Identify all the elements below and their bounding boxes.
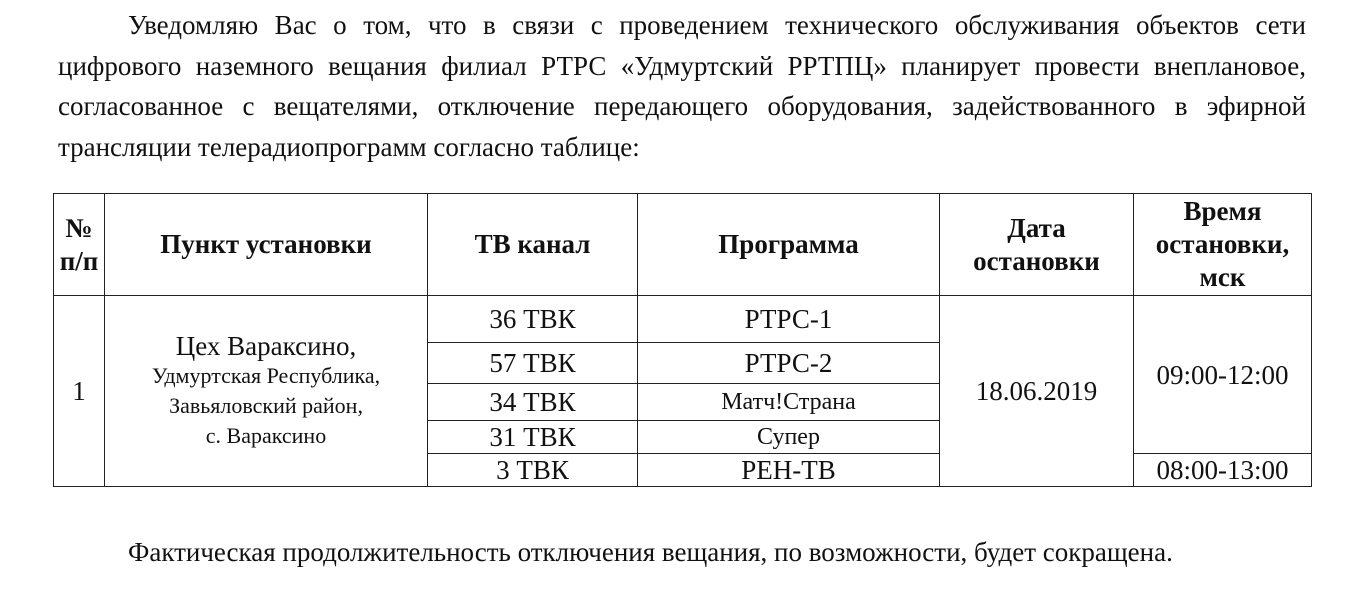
program-cell: РТРС-2	[638, 343, 940, 384]
intro-text: Уведомляю Вас о том, что в связи с проведением технического обслуживания объектов сети цифрового наземного вещания филиал РТРС «Удмуртский РРТПЦ» планирует провести внеплановое, согласованное с вещателями, отключение передающего оборудования, задействованного в эфирной трансляции телерадиопрограмм согласно таблице:	[58, 10, 1306, 162]
program-cell: Супер	[638, 421, 940, 454]
date-cell: 18.06.2019	[940, 296, 1134, 487]
time-cell: 09:00-12:00	[1134, 296, 1312, 454]
closing-text: Фактическая продолжительность отключения вещания, по возможности, будет сокращена.	[128, 537, 1173, 567]
header-site: Пункт установки	[105, 194, 428, 296]
header-time: Время остановки, мск	[1134, 194, 1312, 296]
table-header-row	[54, 194, 1312, 296]
program-cell: Матч!Страна	[638, 384, 940, 421]
site-address-district: Завьяловский район,	[169, 393, 363, 418]
row-number: 1	[54, 296, 105, 487]
time-cell-last: 08:00-13:00	[1134, 454, 1312, 487]
program-cell: РЕН-ТВ	[638, 454, 940, 487]
header-program: Программа	[638, 194, 940, 296]
header-num: № п/п	[54, 194, 105, 296]
header-channel: ТВ канал	[428, 194, 638, 296]
header-date: Дата остановки	[940, 194, 1134, 296]
channel-cell: 57 ТВК	[428, 343, 638, 384]
channel-cell: 34 ТВК	[428, 384, 638, 421]
site-name: Цех Вараксино,	[175, 331, 357, 361]
intro-paragraph	[58, 5, 1306, 167]
program-cell: РТРС-1	[638, 296, 940, 343]
site-address-region: Удмуртская Республика,	[151, 363, 381, 388]
channel-cell: 31 ТВК	[428, 421, 638, 454]
table-row	[54, 296, 1312, 343]
closing-paragraph	[58, 532, 1306, 573]
site-cell	[105, 296, 428, 487]
site-address-village: с. Вараксино	[205, 423, 327, 448]
channel-cell: 3 ТВК	[428, 454, 638, 487]
channel-cell: 36 ТВК	[428, 296, 638, 343]
shutdown-table	[53, 193, 1312, 487]
